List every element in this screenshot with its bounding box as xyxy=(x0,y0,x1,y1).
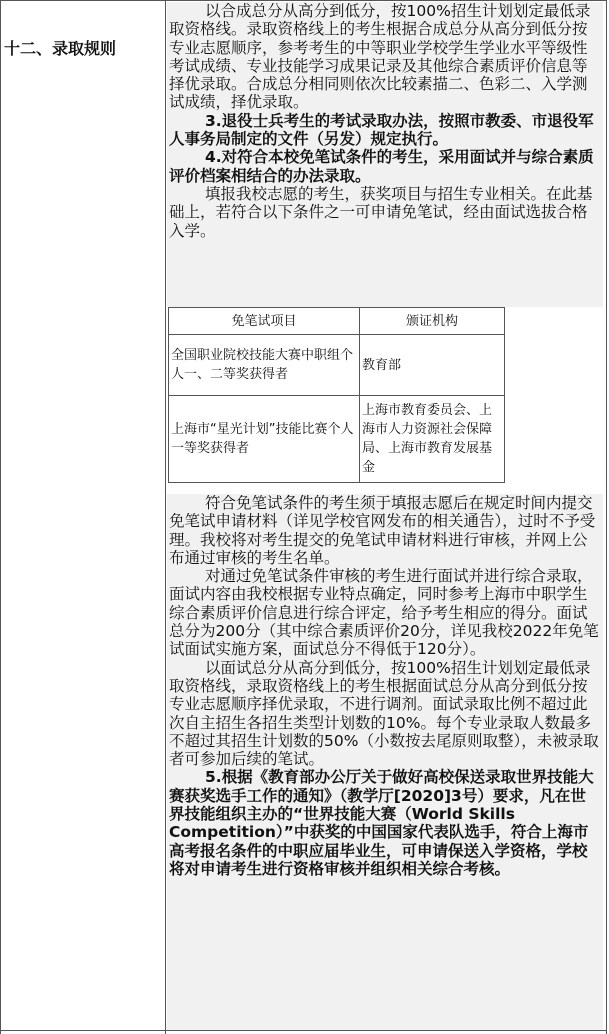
exemption-table xyxy=(168,307,505,483)
paragraph-interview-admission: 以面试总分从高分到低分，按100%招生计划划定最低录取资格线，录取资格线上的考生根据面试总分从高分到低分按专业志愿顺序择优录取，不进行调剂。面试录取比例不超过此次自主招生各招生类型计划数的10%。每个专业录取人数最多不超过其招生计划数的50%（小数按去尾原则取整），未被录取者可参加后续的笔试。 xyxy=(169,658,599,769)
paragraph-exemption-intro: 填报我校志愿的考生，获奖项目与招生专业相关。在此基础上，若符合以下条件之一可申请免笔试，经由面试选拔合格入学。 xyxy=(169,184,593,240)
table-side-blank xyxy=(505,307,605,493)
header-project: 免笔试项目 xyxy=(169,308,360,335)
section-title: 十二、录取规则 xyxy=(4,39,117,58)
paragraph-world-skills: 5.根据《教育部办公厅关于做好高校保送录取世界技能大赛获奖选手工作的通知》（教学厅[2020]3号）要求，凡在世界技能组织主办的“世界技能大赛（World Skills Competition）”中获奖的中国国家代表队选手，符合上海市高考报名条件的中职应届毕业生，可申请保送入学资格，学校将对申请考生进行资格审核并组织相关综合考核。 xyxy=(169,768,594,878)
bottom-border xyxy=(0,1030,607,1031)
paragraph-admission-line: 以合成总分从高分到低分，按100%招生计划划定最低录取资格线。录取资格线上的考生根据合成总分从高分到低分按专业志愿顺序，参考考生的中等职业学校学生学业水平等级性考试成绩、专业技能学习成果记录及其他综合素质评价信息等择优录取。合成总分相同则依次比较素描二、色彩二、入学测试成绩，择优录取。 xyxy=(169,2,591,112)
paragraph-interview: 对通过免笔试条件审核的考生进行面试并进行综合录取，面试内容由我校根据专业特点确定，同时参考上海市中职学生综合素质评价信息进行综合评定，给予考生相应的得分。面试总分为200分（其中综合素质评价20分，详见我校2022年免笔试面试实施方案，面试总分不得低于120分）。 xyxy=(169,567,599,659)
paragraph-application: 符合免笔试条件的考生须于填报志愿后在规定时间内提交免笔试申请材料（详见学校官网发布的相关通告），过时不予受理。我校将对考生提交的免笔试申请材料进行审核，并网上公布通过审核的考生名单。 xyxy=(169,494,596,567)
cell-project: 全国职业院校技能大赛中职组个人一、二等奖获得者 xyxy=(169,335,360,396)
cell-authority: 上海市教育委员会、上海市人力资源社会保障局、上海市教育发展基金 xyxy=(360,396,505,483)
rules-text-top xyxy=(167,2,603,307)
column-divider xyxy=(165,0,166,1034)
paragraph-veteran-rule: 3.退役士兵考生的考试录取办法，按照市教委、市退役军人事务局制定的文件（另发）规定执行。 xyxy=(169,111,594,149)
table-row xyxy=(169,396,505,483)
header-authority: 颁证机构 xyxy=(360,308,505,335)
table-row xyxy=(169,335,505,396)
rules-text-bottom xyxy=(167,494,603,1030)
cell-project: 上海市“星光计划”技能比赛个人一等奖获得者 xyxy=(169,396,360,483)
paragraph-exemption-rule: 4.对符合本校免笔试条件的考生，采用面试并与综合素质评价档案相结合的办法录取。 xyxy=(169,148,594,185)
table-header-row xyxy=(169,308,505,335)
cell-authority: 教育部 xyxy=(360,335,505,396)
